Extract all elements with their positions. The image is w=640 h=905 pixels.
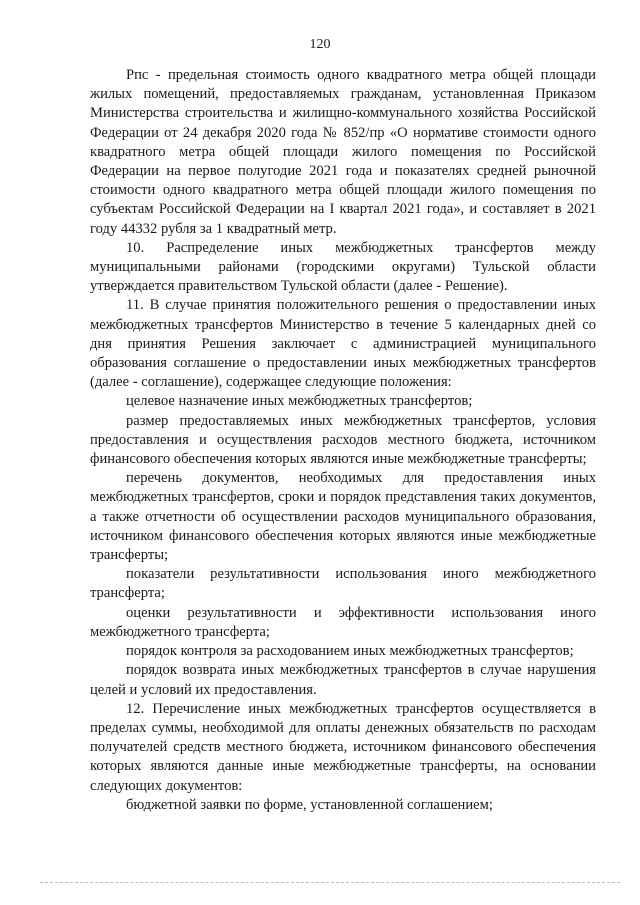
list-item-control: порядок контроля за расходованием иных межбюджетных трансфертов; — [126, 643, 574, 660]
paragraph-11: 11. В случае принятия положительного решения о предоставлении иных межбюджетных трансфертов Министерство в течение 5 календарных дней со дня принятия Решения заключает с администрацией муниципального образования соглашение о предоставлении иных межбюджетных трансфертов (далее - соглашение), содержащее следующие положения: — [90, 297, 596, 391]
list-item-return: порядок возврата иных межбюджетных трансфертов в случае нарушения целей и условий их предоставления. — [90, 662, 596, 698]
document-body — [90, 66, 596, 815]
list-item-budget-request: бюджетной заявки по форме, установленной соглашением; — [126, 796, 493, 813]
list-item-amount: размер предоставляемых иных межбюджетных трансфертов, условия предоставления и осуществления расходов местного бюджета, источником финансового обеспечения которых являются иные межбюджетные трансферты; — [90, 412, 596, 468]
paragraph-10: 10. Распределение иных межбюджетных трансфертов между муниципальными районами (городскими округами) Тульской области утверждается правительством Тульской области (далее - Решение). — [90, 239, 596, 295]
list-item-indicators: показатели результативности использования иного межбюджетного трансферта; — [90, 566, 596, 602]
list-item-purpose: целевое назначение иных межбюджетных трансфертов; — [126, 393, 473, 410]
paragraph-12: 12. Перечисление иных межбюджетных трансфертов осуществляется в пределах суммы, необходимой для оплаты денежных обязательств по расходам получателей средств местного бюджета, источником финансового обеспечения которых являются данные иные межбюджетные трансферты, на основании следующих документов: — [90, 700, 596, 794]
list-item-evaluation: оценки результативности и эффективности использования иного межбюджетного трансферта; — [90, 604, 596, 640]
footer-divider — [40, 882, 620, 883]
paragraph-rps-definition: Рпс - предельная стоимость одного квадратного метра общей площади жилых помещений, предоставляемых гражданам, установленная Приказом Министерства строительства и жилищно-коммунального хозяйства Российской Федерации от 24 декабря 2020 года № 852/пр «О нормативе стоимости одного квадратного метра общей площади жилого помещения по Российской Федерации на первое полугодие 2021 года и показателях средней рыночной стоимости одного квадратного метра общей площади жилого помещения по субъектам Российской Федерации на I квартал 2021 года», и составляет в 2021 году 44332 рубля за 1 квадратный метр. — [90, 67, 596, 237]
page-number: 120 — [309, 37, 331, 52]
list-item-documents: перечень документов, необходимых для предоставления иных межбюджетных трансфертов, сроки и порядок представления таких документов, а также отчетности об осуществлении расходов муниципального образования, источником финансового обеспечения которых являются иные межбюджетные трансферты; — [90, 470, 596, 564]
